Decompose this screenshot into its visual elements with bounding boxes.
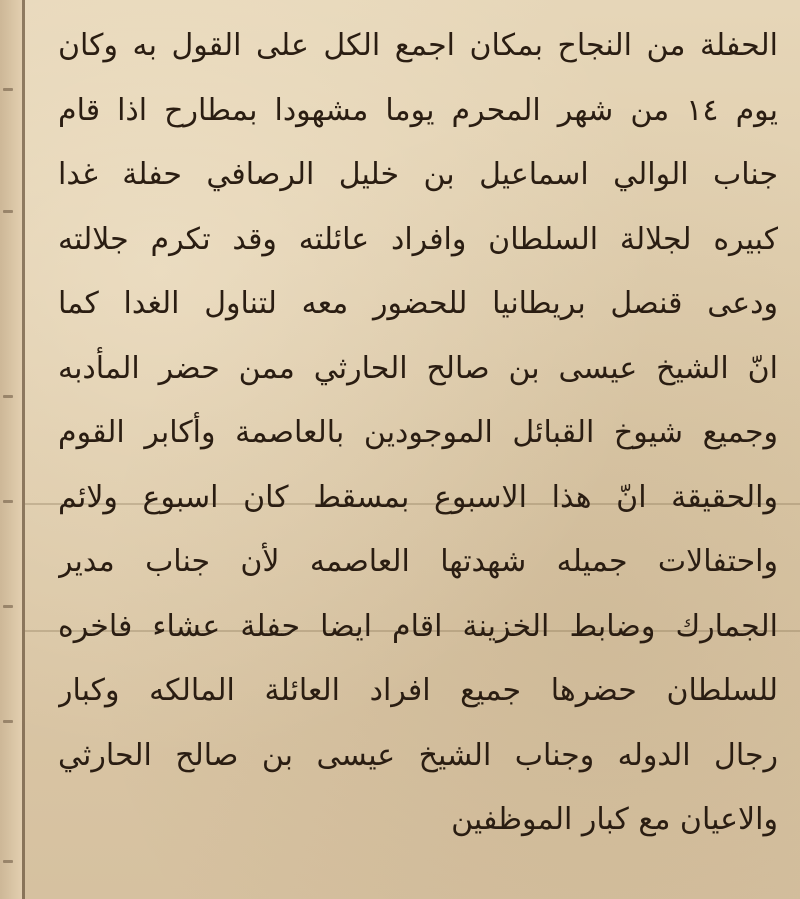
margin-mark [3,88,13,91]
text-line: الحفلة من النجاح بمكان اجمع الكل على القول به وكان [58,28,778,63]
text-line: كبيره لجلالة السلطان وافراد عائلته وقد تكرم جلالته [58,221,778,257]
text-line: للسلطان حضرها جميع افراد العائلة المالكه وكبار [58,673,778,708]
text-line: واحتفالات جميله شهدتها العاصمه لأن جناب مدير [58,544,778,579]
text-line: ودعى قنصل بريطانيا للحضور معه لتناول الغدا كما [58,286,778,321]
text-line: رجال الدوله وجناب الشيخ عيسى بن صالح الحارثي [58,737,778,773]
adjacent-column-edge [0,0,22,899]
column-rule [22,0,25,899]
margin-mark [3,395,13,398]
margin-mark [3,500,13,503]
text-line: وجميع شيوخ القبائل الموجودين بالعاصمة وأكابر القوم [58,415,778,450]
text-line: والاعيان مع كبار الموظفين [451,802,778,837]
text-line: يوم ١٤ من شهر المحرم يوما مشهودا بمطارح اذا قام [58,92,778,128]
text-line: الجمارك وضابط الخزينة اقام ايضا حفلة عشاء فاخره [58,608,778,644]
margin-mark [3,860,13,863]
text-line: والحقيقة انّ هذا الاسبوع بمسقط كان اسبوع ولائم [58,479,778,515]
text-line: انّ الشيخ عيسى بن صالح الحارثي ممن حضر المأدبه [58,350,778,386]
text-line: جناب الوالي اسماعيل بن خليل الرصافي حفلة غدا [58,157,778,192]
article-text [58,14,778,853]
margin-mark [3,605,13,608]
margin-mark [3,720,13,723]
margin-mark [3,210,13,213]
